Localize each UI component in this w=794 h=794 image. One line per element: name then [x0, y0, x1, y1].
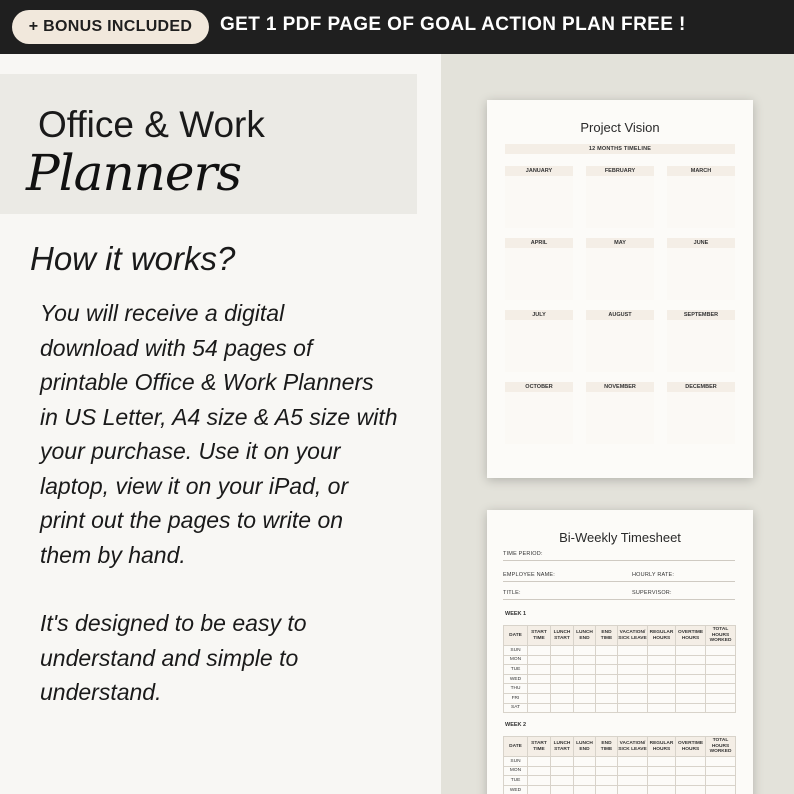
description-line: printable Office & Work Planners — [40, 369, 374, 395]
month-label: JANUARY — [505, 166, 573, 176]
table-row — [504, 776, 736, 786]
column-header: LUNCH END — [574, 737, 596, 757]
week-1-label: WEEK 1 — [505, 611, 527, 617]
table-row — [504, 757, 736, 767]
day-cell: SUN — [504, 646, 528, 656]
supervisor-field: SUPERVISOR: — [632, 590, 672, 596]
month-cell — [586, 238, 654, 300]
field-line — [503, 581, 735, 582]
left-panel — [0, 54, 441, 794]
timesheet-page — [487, 510, 753, 794]
week-1-table — [503, 625, 736, 713]
month-cell — [505, 310, 573, 372]
description-paragraph-2 — [40, 606, 435, 710]
description-line: understand. — [40, 679, 162, 705]
day-cell: MON — [504, 766, 528, 776]
month-cell — [505, 166, 573, 228]
week-2-table — [503, 736, 736, 794]
month-cell — [586, 382, 654, 444]
month-label: FEBRUARY — [586, 166, 654, 176]
timeline-strip: 12 MONTHS TIMELINE — [505, 144, 735, 154]
column-header: REGULAR HOURS — [648, 626, 676, 646]
table-row — [504, 655, 736, 665]
field-line — [503, 599, 735, 600]
month-label: NOVEMBER — [586, 382, 654, 392]
column-header: OVERTIME HOURS — [676, 626, 706, 646]
day-cell: TUE — [504, 776, 528, 786]
month-label: JUNE — [667, 238, 735, 248]
column-header: OVERTIME HOURS — [676, 737, 706, 757]
table-row — [504, 674, 736, 684]
column-header: DATE — [504, 737, 528, 757]
how-it-works-heading: How it works? — [30, 240, 236, 277]
month-label: APRIL — [505, 238, 573, 248]
column-header: TOTAL HOURS WORKED — [706, 626, 736, 646]
column-header: LUNCH START — [551, 737, 574, 757]
title-main: Office & Work — [38, 104, 265, 145]
bonus-badge: + BONUS INCLUDED — [12, 10, 209, 44]
top-banner — [0, 0, 794, 54]
employee-name-field: EMPLOYEE NAME: — [503, 572, 556, 578]
description-line: understand and simple to — [40, 644, 299, 671]
month-cell — [667, 166, 735, 228]
day-cell: WED — [504, 674, 528, 684]
hourly-rate-field: HOURLY RATE: — [632, 572, 675, 578]
day-cell: THU — [504, 684, 528, 694]
preview-panel — [441, 54, 794, 794]
field-line — [503, 560, 735, 561]
description-paragraph-1 — [40, 296, 435, 572]
month-cell — [586, 166, 654, 228]
column-header: TOTAL HOURS WORKED — [706, 737, 736, 757]
month-label: DECEMBER — [667, 382, 735, 392]
title-field: TITLE: — [503, 590, 521, 596]
column-header: DATE — [504, 626, 528, 646]
description-line: laptop, view it on your iPad, or — [40, 472, 349, 499]
month-label: MARCH — [667, 166, 735, 176]
description-line: download with 54 pages of — [40, 334, 313, 361]
month-label: JULY — [505, 310, 573, 320]
month-label: OCTOBER — [505, 382, 573, 392]
day-cell: SUN — [504, 757, 528, 767]
table-row — [504, 766, 736, 776]
table-row — [504, 665, 736, 675]
title-box — [0, 74, 417, 214]
month-cell — [505, 238, 573, 300]
project-vision-title: Project Vision — [580, 120, 660, 135]
time-period-field: TIME PERIOD: — [503, 551, 543, 557]
table-row — [504, 703, 736, 713]
column-header: REGULAR HOURS — [648, 737, 676, 757]
day-cell: MON — [504, 655, 528, 665]
project-vision-page — [487, 100, 753, 478]
description-line: them by hand. — [40, 541, 186, 568]
month-cell — [505, 382, 573, 444]
column-header: START TIME — [528, 626, 551, 646]
table-row — [504, 684, 736, 694]
column-header: END TIME — [596, 626, 618, 646]
table-row — [504, 785, 736, 794]
month-cell — [667, 310, 735, 372]
description-line: in US Letter, A4 size & A5 size with — [40, 403, 398, 430]
description-line: print out the pages to write on — [40, 507, 344, 533]
week-2-label: WEEK 2 — [505, 722, 527, 728]
description-line: It's designed to be easy to — [40, 610, 307, 636]
title-script: Planners — [26, 144, 241, 202]
month-cell — [667, 382, 735, 444]
day-cell: WED — [504, 785, 528, 794]
month-cell — [667, 238, 735, 300]
column-header: START TIME — [528, 737, 551, 757]
timesheet-title: Bi-Weekly Timesheet — [559, 530, 681, 545]
day-cell: SAT — [504, 703, 528, 713]
description-line: your purchase. Use it on your — [40, 438, 341, 464]
banner-text: GET 1 PDF PAGE OF GOAL ACTION PLAN FREE ! — [220, 14, 686, 35]
month-label: SEPTEMBER — [667, 310, 735, 320]
column-header: END TIME — [596, 737, 618, 757]
month-cell — [586, 310, 654, 372]
month-label: AUGUST — [586, 310, 654, 320]
table-row — [504, 646, 736, 656]
description-line: You will receive a digital — [40, 300, 285, 326]
column-header: VACATION/ SICK LEAVE — [618, 737, 648, 757]
day-cell: FRI — [504, 693, 528, 703]
table-row — [504, 693, 736, 703]
column-header: VACATION/ SICK LEAVE — [618, 626, 648, 646]
month-label: MAY — [586, 238, 654, 248]
day-cell: TUE — [504, 665, 528, 675]
column-header: LUNCH END — [574, 626, 596, 646]
column-header: LUNCH START — [551, 626, 574, 646]
